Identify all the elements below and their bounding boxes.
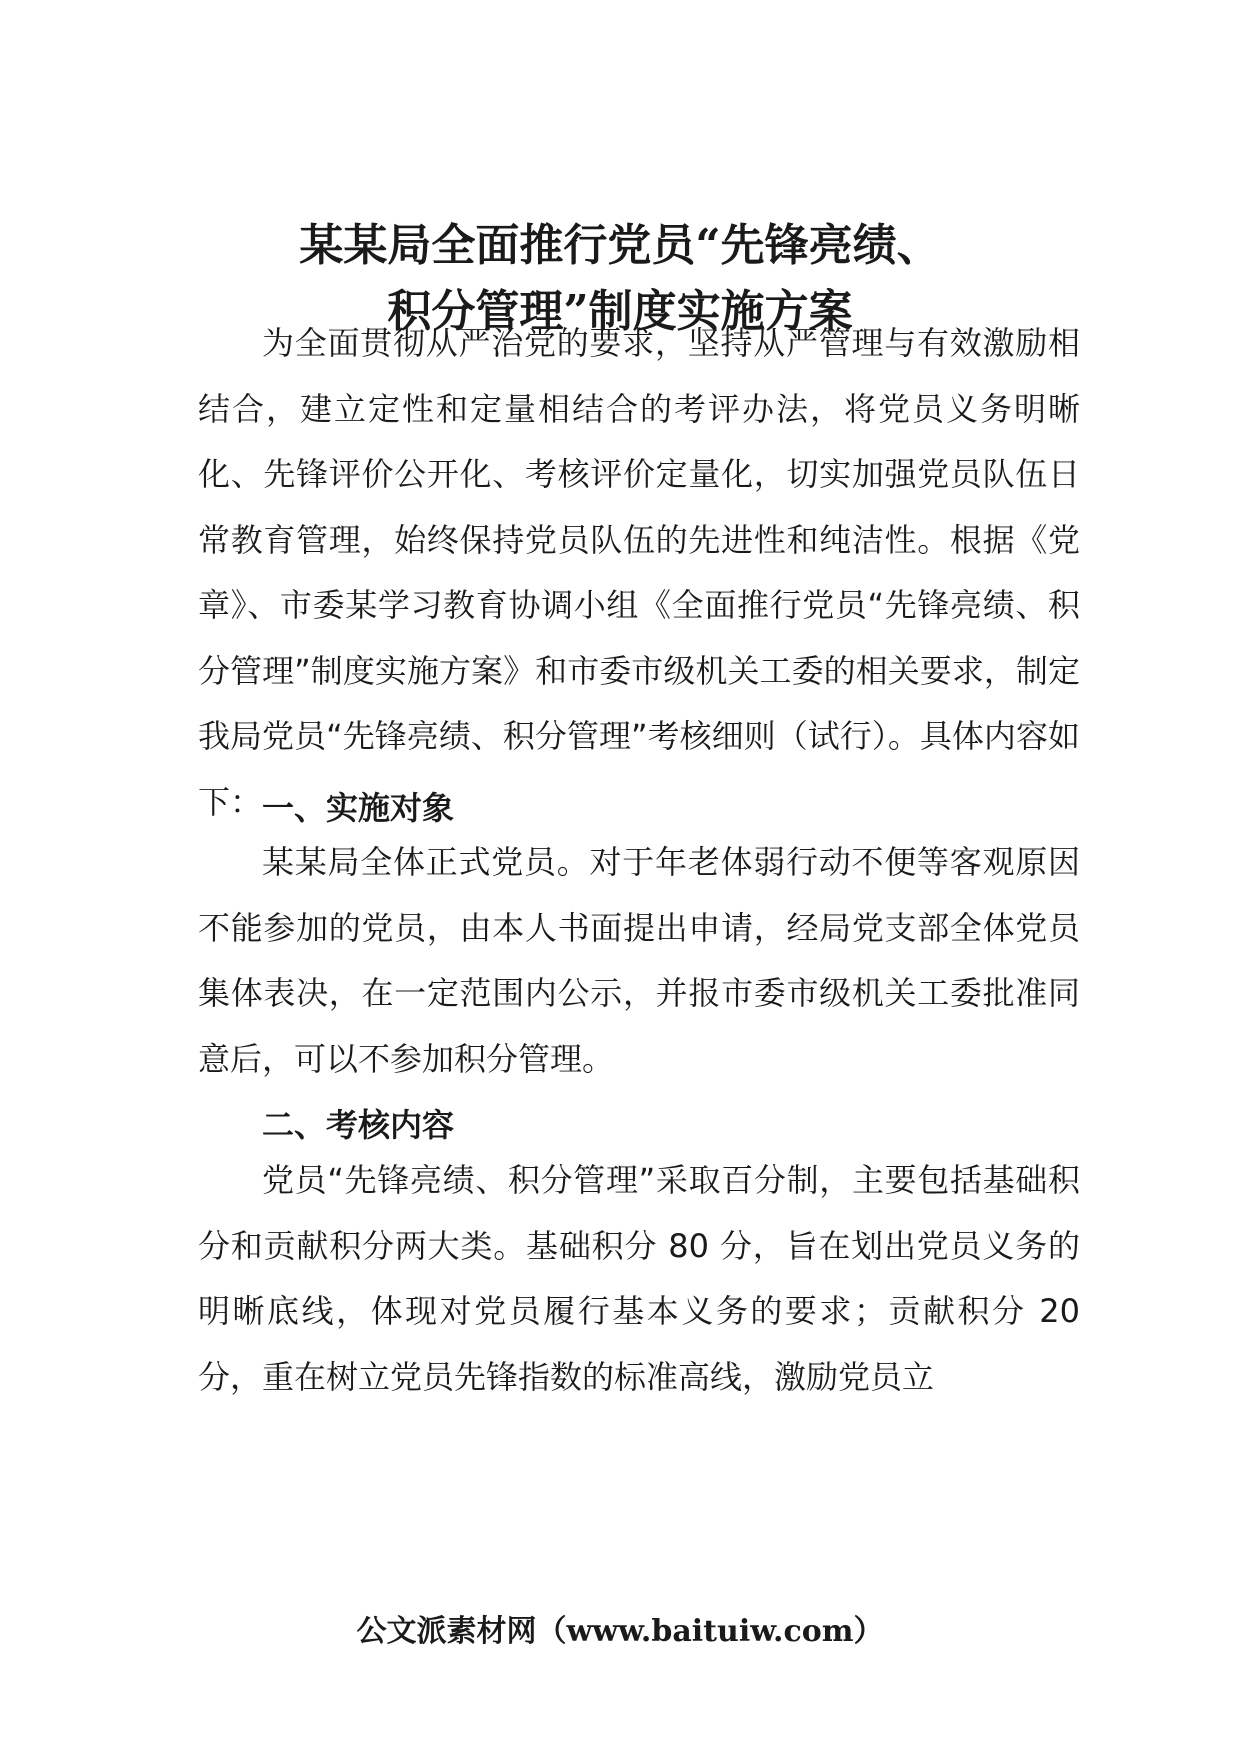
document-title-line-2: 积分管理”制度实施方案 (387, 286, 853, 337)
section-1-heading: 一、实施对象 (262, 789, 455, 827)
footer-source: 公文派素材网（www.baituiw.com） (356, 1614, 884, 1649)
document-title-line-1: 某某局全面推行党员“先锋亮绩、 (299, 220, 941, 271)
section-2-paragraph: 党员“先锋亮绩、积分管理”采取百分制，主要包括基础积分和贡献积分两大类。基础积分 80 分，旨在划出党员义务的明晰底线，体现对党员履行基本义务的要求；贡献积分 20 分，重在树立党员先锋指数的标准高线，激励党员立 (198, 1161, 1080, 1396)
section-2-heading: 二、考核内容 (262, 1106, 455, 1144)
intro-paragraph: 为全面贯彻从严治党的要求，坚持从严管理与有效激励相结合，建立定性和定量相结合的考评办法，将党员义务明晰化、先锋评价公开化、考核评价定量化，切实加强党员队伍日常教育管理，始终保持党员队伍的先进性和纯洁性。根据《党章》、市委某学习教育协调小组《全面推行党员“先锋亮绩、积分管理”制度实施方案》和市委市级机关工委的相关要求，制定我局党员“先锋亮绩、积分管理”考核细则（试行）。具体内容如下： (198, 324, 1080, 821)
section-1-paragraph: 某某局全体正式党员。对于年老体弱行动不便等客观原因不能参加的党员，由本人书面提出申请，经局党支部全体党员集体表决，在一定范围内公示，并报市委市级机关工委批准同意后，可以不参加积分管理。 (198, 843, 1080, 1078)
